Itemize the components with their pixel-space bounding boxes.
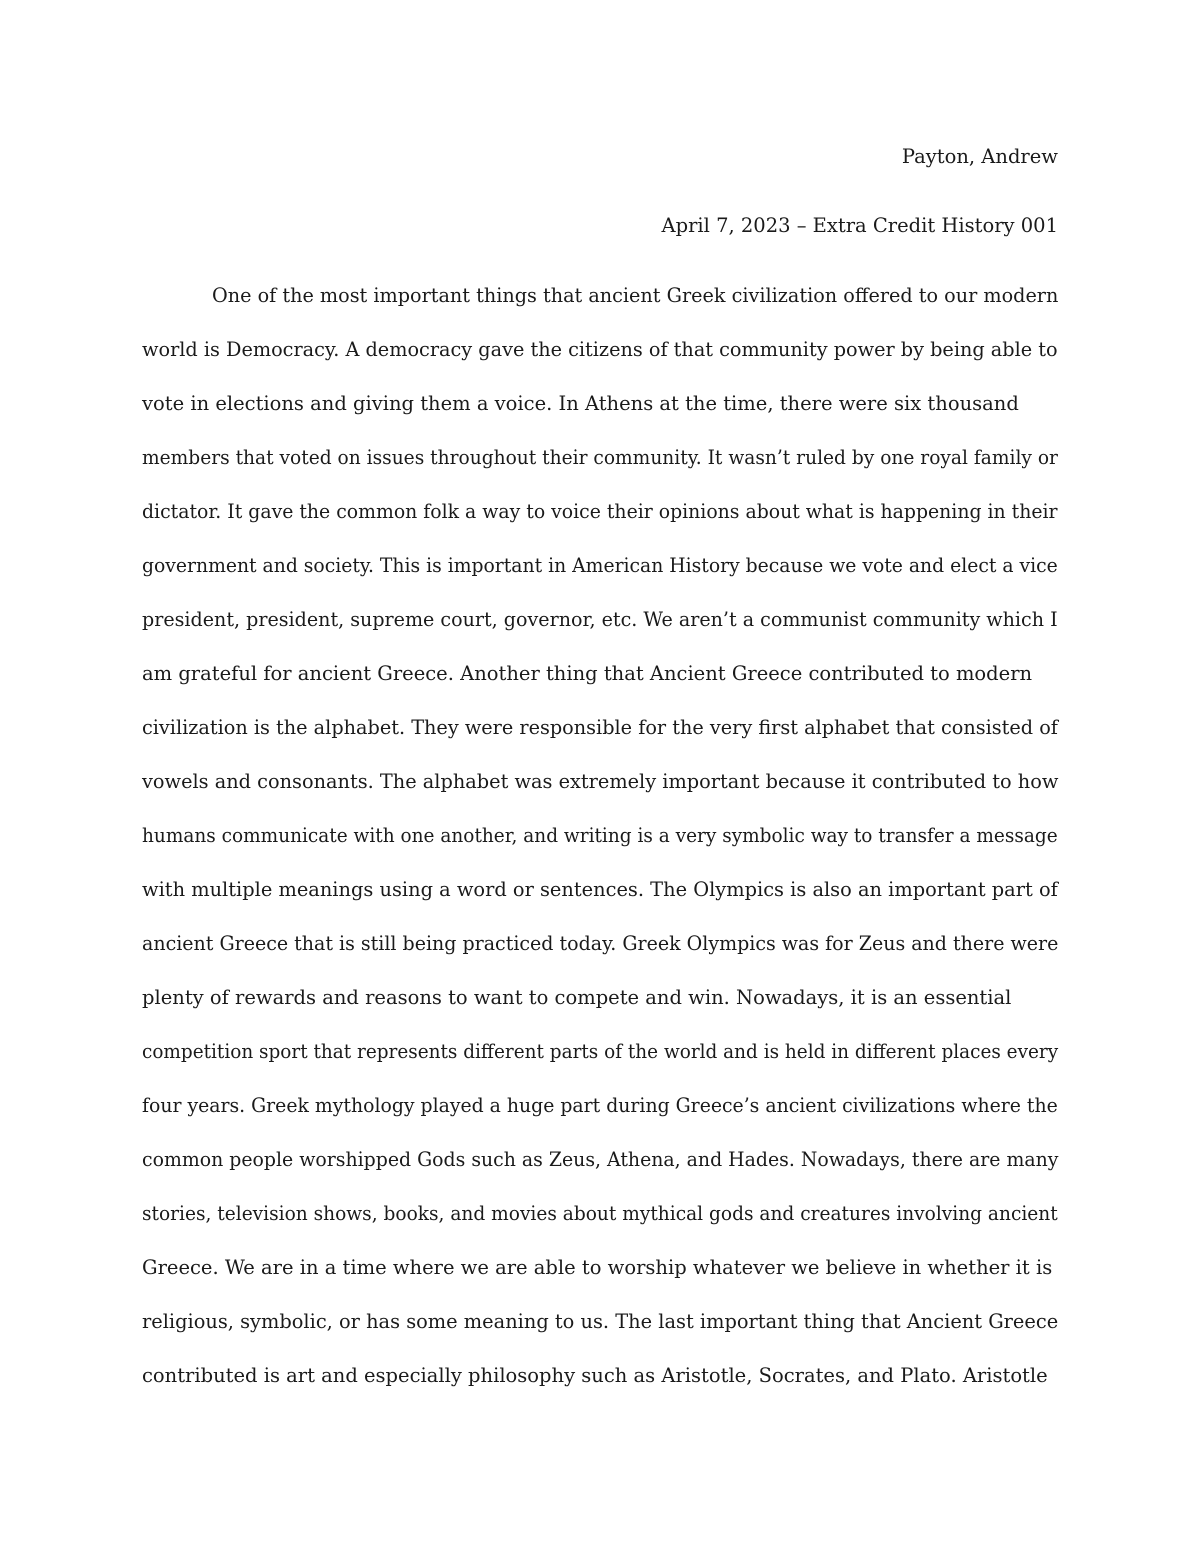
author-name: Payton, Andrew <box>901 145 1058 168</box>
essay-line: religious, symbolic, or has some meaning to us. The last important thing that Ancient Greece <box>142 1310 1059 1333</box>
essay-line: president, president, supreme court, governor, etc. We aren’t a communist community which I <box>142 608 1058 631</box>
essay-line: vote in elections and giving them a voice. In Athens at the time, there were six thousand <box>142 392 1019 415</box>
essay-line: with multiple meanings using a word or sentences. The Olympics is also an important part of <box>142 878 1058 901</box>
essay-line: vowels and consonants. The alphabet was extremely important because it contributed to how <box>142 770 1059 793</box>
essay-line: am grateful for ancient Greece. Another thing that Ancient Greece contributed to modern <box>142 662 1033 685</box>
essay-line: stories, television shows, books, and movies about mythical gods and creatures involving ancient <box>142 1202 1058 1225</box>
essay-line: Greece. We are in a time where we are able to worship whatever we believe in whether it is <box>142 1256 1053 1279</box>
essay-line: ancient Greece that is still being practiced today. Greek Olympics was for Zeus and there were <box>142 932 1059 955</box>
essay-line: One of the most important things that ancient Greek civilization offered to our modern <box>212 284 1059 307</box>
essay-line: competition sport that represents different parts of the world and is held in different places every <box>142 1040 1059 1063</box>
essay-line: common people worshipped Gods such as Zeus, Athena, and Hades. Nowadays, there are many <box>142 1148 1059 1171</box>
essay-line: world is Democracy. A democracy gave the citizens of that community power by being able to <box>142 338 1058 361</box>
essay-line: dictator. It gave the common folk a way to voice their opinions about what is happening in their <box>142 500 1058 523</box>
date-and-course: April 7, 2023 – Extra Credit History 001 <box>661 214 1058 237</box>
essay-line: civilization is the alphabet. They were responsible for the very first alphabet that consisted of <box>142 716 1058 739</box>
essay-line: four years. Greek mythology played a huge part during Greece’s ancient civilizations where the <box>142 1094 1058 1117</box>
essay-line: government and society. This is important in American History because we vote and elect a vice <box>142 554 1058 577</box>
essay-line: members that voted on issues throughout their community. It wasn’t ruled by one royal family or <box>142 446 1058 469</box>
essay-line: humans communicate with one another, and writing is a very symbolic way to transfer a message <box>142 824 1058 847</box>
essay-line: contributed is art and especially philosophy such as Aristotle, Socrates, and Plato. Aristotle <box>142 1364 1048 1387</box>
essay-line: plenty of rewards and reasons to want to compete and win. Nowadays, it is an essential <box>142 986 1012 1009</box>
